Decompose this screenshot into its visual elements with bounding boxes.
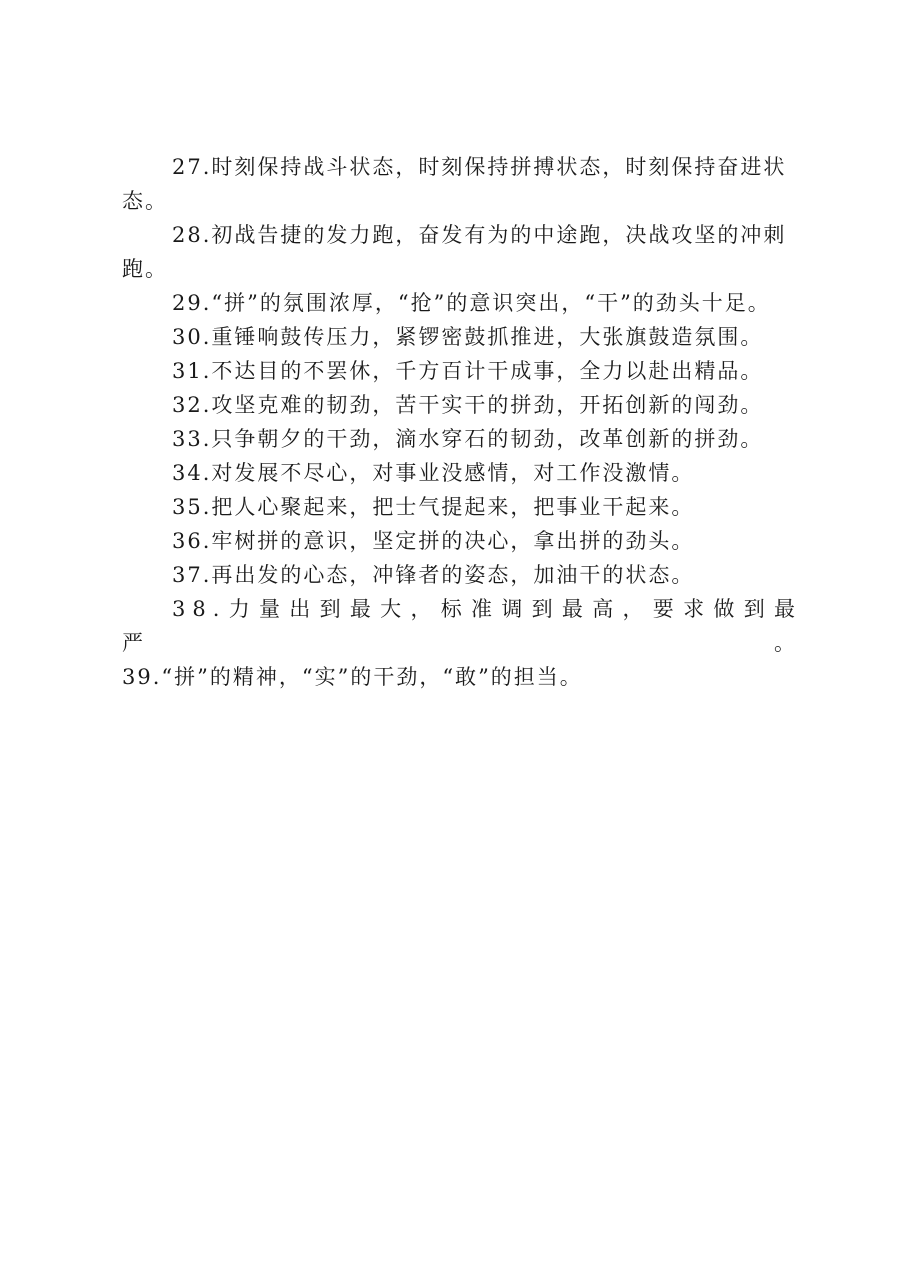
list-item-27: 27.时刻保持战斗状态，时刻保持拼搏状态，时刻保持奋进状态。 — [122, 155, 787, 213]
list-item-28: 28.初战告捷的发力跑，奋发有为的中途跑，决战攻坚的冲刺跑。 — [122, 223, 787, 281]
list-item-29: 29.“拼”的氛围浓厚，“抢”的意识突出，“干”的劲头十足。 — [172, 291, 771, 315]
list-item-37: 37.再出发的心态，冲锋者的姿态，加油干的状态。 — [172, 563, 695, 587]
document-body — [122, 150, 802, 694]
list-item-38: 38.力量出到最大，标准调到最高，要求做到最严。 — [122, 597, 802, 655]
list-item-35: 35.把人心聚起来，把士气提起来，把事业干起来。 — [172, 495, 695, 519]
list-item-32: 32.攻坚克难的韧劲，苦干实干的拼劲，开拓创新的闯劲。 — [172, 393, 764, 417]
list-item-39: 39.“拼”的精神，“实”的干劲，“敢”的担当。 — [122, 665, 583, 689]
list-item-31: 31.不达目的不罢休，千方百计干成事，全力以赴出精品。 — [172, 359, 764, 383]
list-item-36: 36.牢树拼的意识，坚定拼的决心，拿出拼的劲头。 — [172, 529, 695, 553]
list-item-34: 34.对发展不尽心，对事业没感情，对工作没激情。 — [172, 461, 695, 485]
list-item-30: 30.重锤响鼓传压力，紧锣密鼓抓推进，大张旗鼓造氛围。 — [172, 325, 764, 349]
list-item-33: 33.只争朝夕的干劲，滴水穿石的韧劲，改革创新的拼劲。 — [172, 427, 764, 451]
